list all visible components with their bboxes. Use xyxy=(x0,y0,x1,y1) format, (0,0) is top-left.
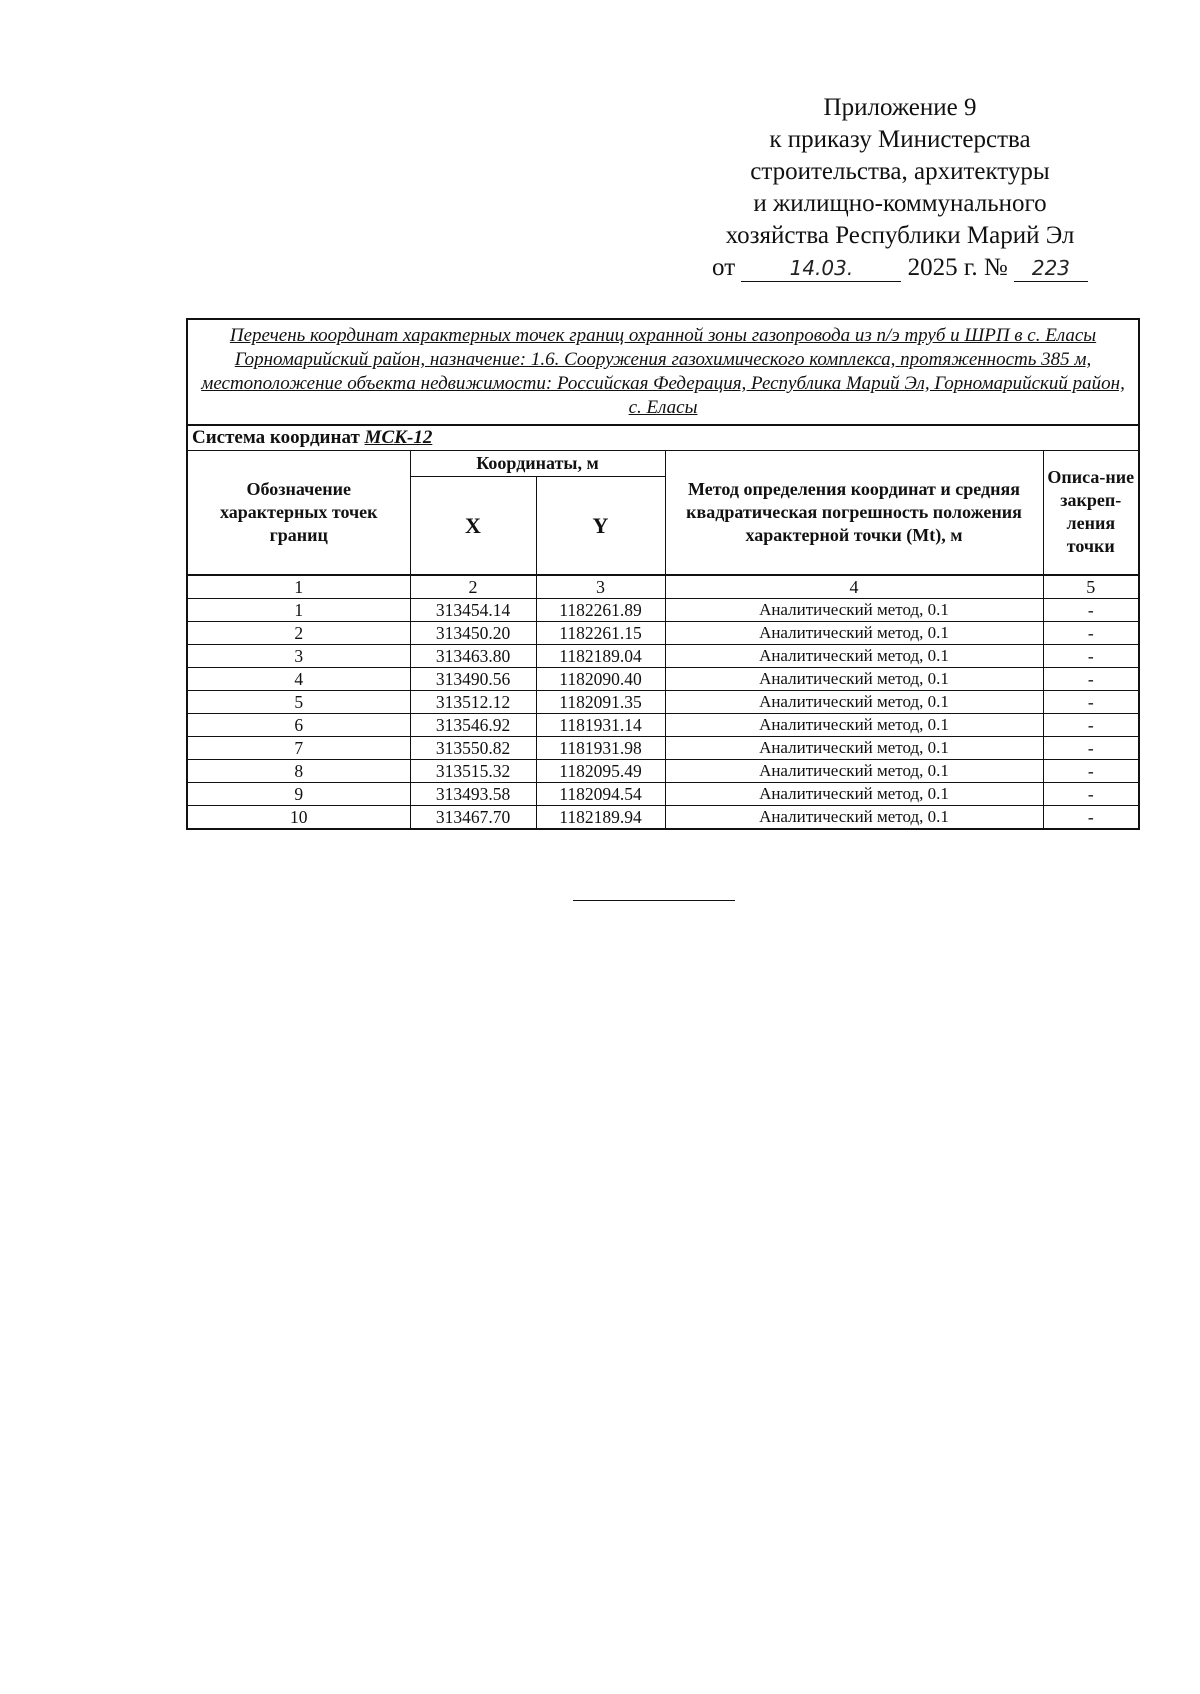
appendix-line: и жилищно-коммунального xyxy=(753,190,1047,217)
coord-y: 1182189.04 xyxy=(536,644,665,667)
order-date-line xyxy=(690,252,1110,284)
method: Аналитический метод, 0.1 xyxy=(665,759,1043,782)
point-number: 10 xyxy=(187,805,410,829)
table-row xyxy=(187,598,1139,621)
method: Аналитический метод, 0.1 xyxy=(665,690,1043,713)
coord-x: 313454.14 xyxy=(410,598,536,621)
coord-y: 1182090.40 xyxy=(536,667,665,690)
coordinate-system xyxy=(187,425,1139,451)
coord-x: 313546.92 xyxy=(410,713,536,736)
method: Аналитический метод, 0.1 xyxy=(665,621,1043,644)
coordinates-table xyxy=(186,318,1140,830)
fixing-description: - xyxy=(1043,713,1139,736)
coord-x: 313493.58 xyxy=(410,782,536,805)
point-number: 3 xyxy=(187,644,410,667)
coord-y: 1181931.98 xyxy=(536,736,665,759)
fixing-description: - xyxy=(1043,759,1139,782)
method: Аналитический метод, 0.1 xyxy=(665,713,1043,736)
coord-y: 1181931.14 xyxy=(536,713,665,736)
header-coordinates: Координаты, м xyxy=(410,451,665,477)
point-number: 4 xyxy=(187,667,410,690)
table-row xyxy=(187,805,1139,829)
method: Аналитический метод, 0.1 xyxy=(665,805,1043,829)
column-number: 4 xyxy=(665,575,1043,599)
appendix-line: к приказу Министерства xyxy=(769,126,1031,153)
coord-x: 313450.20 xyxy=(410,621,536,644)
table-row xyxy=(187,690,1139,713)
method: Аналитический метод, 0.1 xyxy=(665,644,1043,667)
fixing-description: - xyxy=(1043,667,1139,690)
appendix-line: строительства, архитектуры xyxy=(750,158,1050,185)
table-row xyxy=(187,759,1139,782)
column-number: 3 xyxy=(536,575,665,599)
coord-y: 1182261.89 xyxy=(536,598,665,621)
table-row xyxy=(187,621,1139,644)
point-number: 5 xyxy=(187,690,410,713)
header-description: Описа-ние закреп-ления точки xyxy=(1043,451,1139,575)
handwritten-order-number: 223 xyxy=(1014,255,1088,282)
point-number: 8 xyxy=(187,759,410,782)
handwritten-date: 14.03. xyxy=(741,255,901,282)
coord-y: 1182261.15 xyxy=(536,621,665,644)
fixing-description: - xyxy=(1043,598,1139,621)
coord-x: 313467.70 xyxy=(410,805,536,829)
column-number: 1 xyxy=(187,575,410,599)
coord-x: 313512.12 xyxy=(410,690,536,713)
fixing-description: - xyxy=(1043,736,1139,759)
point-number: 9 xyxy=(187,782,410,805)
coord-y: 1182094.54 xyxy=(536,782,665,805)
table-row xyxy=(187,713,1139,736)
fixing-description: - xyxy=(1043,805,1139,829)
end-divider xyxy=(573,900,735,901)
table-row xyxy=(187,644,1139,667)
column-numbers-row xyxy=(187,575,1139,599)
table-title: Перечень координат характерных точек границ охранной зоны газопровода из п/э труб и ШРП в с. Еласы Горномарийский район, назначение: 1.6. Сооружения газохимического комплекса, протяженность 385 м, местоположение объекта недвижимости: Российская Федерация, Республика Марий Эл, Горномарийский район, с. Еласы xyxy=(187,319,1139,425)
column-number: 5 xyxy=(1043,575,1139,599)
table-row xyxy=(187,667,1139,690)
coord-y: 1182189.94 xyxy=(536,805,665,829)
column-number: 2 xyxy=(410,575,536,599)
coord-y: 1182095.49 xyxy=(536,759,665,782)
header-x: X xyxy=(410,477,536,575)
coordinate-system-name: МСК-12 xyxy=(364,427,433,448)
fixing-description: - xyxy=(1043,621,1139,644)
method: Аналитический метод, 0.1 xyxy=(665,782,1043,805)
fixing-description: - xyxy=(1043,690,1139,713)
coord-y: 1182091.35 xyxy=(536,690,665,713)
appendix-header xyxy=(690,92,1110,284)
coord-x: 313490.56 xyxy=(410,667,536,690)
point-number: 6 xyxy=(187,713,410,736)
appendix-line: хозяйства Республики Марий Эл xyxy=(725,222,1075,249)
point-number: 7 xyxy=(187,736,410,759)
header-y: Y xyxy=(536,477,665,575)
table-row xyxy=(187,782,1139,805)
fixing-description: - xyxy=(1043,782,1139,805)
header-designation: Обозначение характерных точек границ xyxy=(187,451,410,575)
header-method: Метод определения координат и средняя квадратическая погрешность положения характерной точки (Mt), м xyxy=(665,451,1043,575)
method: Аналитический метод, 0.1 xyxy=(665,736,1043,759)
coordinate-system-label: Система координат xyxy=(192,427,360,448)
fixing-description: - xyxy=(1043,644,1139,667)
from-label: от xyxy=(712,254,736,281)
table-row xyxy=(187,736,1139,759)
appendix-line: Приложение 9 xyxy=(823,94,977,121)
year-label: 2025 г. № xyxy=(907,254,1008,281)
point-number: 2 xyxy=(187,621,410,644)
method: Аналитический метод, 0.1 xyxy=(665,598,1043,621)
coord-x: 313550.82 xyxy=(410,736,536,759)
point-number: 1 xyxy=(187,598,410,621)
coord-x: 313463.80 xyxy=(410,644,536,667)
method: Аналитический метод, 0.1 xyxy=(665,667,1043,690)
coord-x: 313515.32 xyxy=(410,759,536,782)
